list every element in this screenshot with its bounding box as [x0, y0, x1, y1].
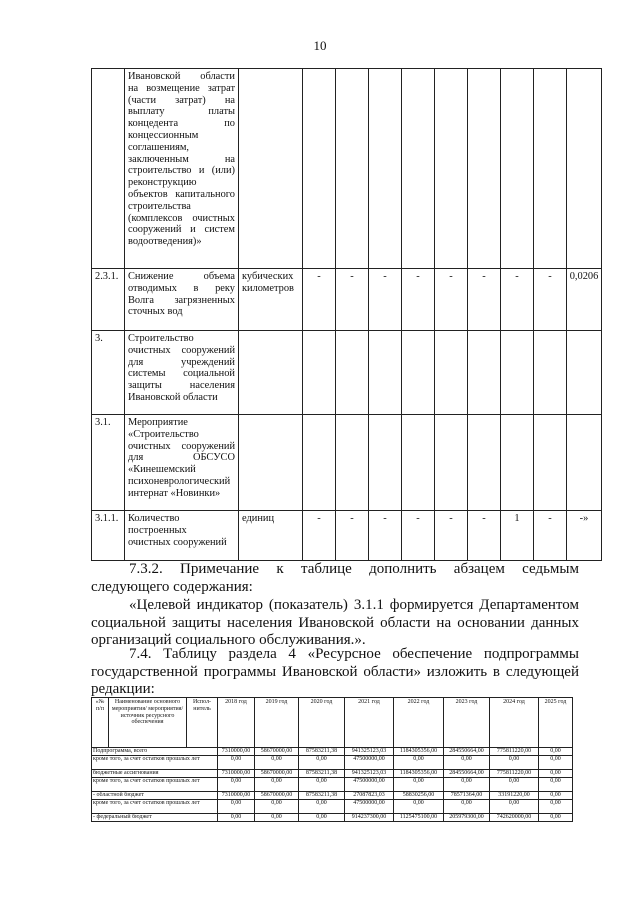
indicator-value — [435, 415, 468, 511]
cell-value: 0,00 — [394, 756, 444, 770]
cell-value: 0,00 — [539, 814, 573, 822]
indicator-value — [336, 415, 369, 511]
cell-value: 0,00 — [539, 800, 573, 814]
indicator-value — [336, 69, 369, 269]
cell-value: 47500000,00 — [345, 756, 394, 770]
unit-line: километров — [242, 282, 294, 294]
indicator-value: - — [501, 269, 534, 331]
description-line: соглашениям, — [128, 141, 190, 153]
description-line: Количество — [128, 513, 180, 524]
indicator-value: - — [468, 511, 501, 561]
description-line: отводимых в реку — [128, 282, 235, 294]
indicator-value — [303, 69, 336, 269]
column-header: 2021 год — [345, 698, 394, 748]
description-line: очистных сооружений — [128, 536, 227, 548]
indicator-value: - — [402, 269, 435, 331]
table-row — [92, 800, 573, 814]
cell-value: 1184305356,00 — [394, 770, 444, 778]
indicator-value — [435, 69, 468, 269]
row-label: - областной бюджет — [92, 792, 218, 800]
row-unit — [239, 511, 303, 561]
indicator-value — [567, 69, 602, 269]
indicator-row — [92, 511, 602, 561]
cell-value: 914237300,00 — [345, 814, 394, 822]
indicator-value — [534, 415, 567, 511]
row-description — [125, 69, 239, 269]
cell-value: 0,00 — [444, 778, 490, 792]
description-line: (комплексов очистных — [128, 212, 235, 224]
description-line: концедента по — [128, 118, 235, 130]
cell-value: 1125475100,00 — [394, 814, 444, 822]
indicator-value — [567, 331, 602, 415]
description-line: очистных сооружений — [128, 440, 235, 452]
indicator-value: - — [435, 511, 468, 561]
description-line: «Строительство — [128, 428, 199, 440]
indicator-value: 1 — [501, 511, 534, 561]
cell-value: 0,00 — [539, 778, 573, 792]
cell-value: 58670000,00 — [255, 770, 299, 778]
paragraph-7-3-2: 7.3.2. Примечание к таблице дополнить абзацем седьмым следующего содержания: — [91, 561, 579, 595]
indicator-value — [303, 415, 336, 511]
cell-value: 58830256,00 — [394, 792, 444, 800]
column-header: 2023 год — [444, 698, 490, 748]
paragraph-quote: «Целевой индикатор (показатель) 3.1.1 формируется Департаментом социальной защиты населения Ивановской области на основании данных организаций социального обслуживания.». — [91, 597, 579, 648]
description-line: «Кинешемский — [128, 464, 196, 476]
table-row — [92, 792, 573, 800]
indicator-value: - — [303, 269, 336, 331]
description-line: объектов капитального — [128, 188, 235, 200]
indicator-value — [369, 415, 402, 511]
cell-value: 0,00 — [218, 778, 255, 792]
cell-value: 0,00 — [218, 814, 255, 822]
description-line: психоневрологический — [128, 475, 231, 487]
cell-value: 0,00 — [299, 756, 345, 770]
column-header: Испол-нитель — [187, 698, 218, 748]
indicator-value — [402, 415, 435, 511]
table-header-row — [92, 698, 573, 748]
cell-value: 0,00 — [394, 800, 444, 814]
description-line: интернат «Новинки» — [128, 487, 221, 499]
indicator-value — [567, 415, 602, 511]
row-number: 3.1. — [92, 415, 125, 511]
row-description — [125, 269, 239, 331]
cell-value: 7310000,00 — [218, 792, 255, 800]
indicator-value — [336, 331, 369, 415]
resource-provision-table — [91, 697, 573, 822]
row-label: бюджетные ассигнования — [92, 770, 218, 778]
cell-value: 87583211,38 — [299, 792, 345, 800]
table-row — [92, 778, 573, 792]
indicator-row — [92, 69, 602, 269]
cell-value: 58670000,00 — [255, 792, 299, 800]
description-line: строительства — [128, 200, 191, 212]
row-label: Подпрограмма, всего — [92, 748, 218, 756]
cell-value: 0,00 — [299, 778, 345, 792]
description-line: Мероприятие — [128, 417, 188, 428]
indicator-value — [501, 415, 534, 511]
cell-value: 284550664,00 — [444, 748, 490, 756]
row-label: кроме того, за счет остатков прошлых лет — [92, 778, 218, 792]
cell-value: 0,00 — [394, 778, 444, 792]
unit-line: кубических — [242, 271, 294, 282]
description-line: заключенным на — [128, 153, 235, 165]
row-unit — [239, 415, 303, 511]
description-line: (части затрат) на — [128, 94, 235, 106]
cell-value: 742620000,00 — [490, 814, 539, 822]
indicator-value: - — [435, 269, 468, 331]
cell-value: 0,00 — [444, 800, 490, 814]
description-line: Ивановской области — [128, 391, 218, 403]
cell-value: 941325123,03 — [345, 770, 394, 778]
indicator-value — [468, 415, 501, 511]
indicator-value: -» — [567, 511, 602, 561]
description-line: на возмещение затрат — [128, 82, 235, 94]
cell-value: 0,00 — [299, 800, 345, 814]
indicator-value — [303, 331, 336, 415]
cell-value: 0,00 — [255, 756, 299, 770]
indicator-value: 0,0206 — [567, 269, 602, 331]
column-header: Наименование основного мероприятия/ мероприятия/ источник ресурсного обеспечения — [109, 698, 187, 748]
table-row — [92, 814, 573, 822]
cell-value: 0,00 — [299, 814, 345, 822]
cell-value: 0,00 — [539, 756, 573, 770]
row-unit — [239, 69, 303, 269]
cell-value: 33191220,00 — [490, 792, 539, 800]
description-line: Снижение объема — [128, 271, 235, 282]
indicator-value — [402, 331, 435, 415]
row-unit — [239, 269, 303, 331]
unit-line: единиц — [242, 513, 275, 524]
row-number: 3. — [92, 331, 125, 415]
cell-value: 0,00 — [255, 778, 299, 792]
description-line: для учреждений — [128, 356, 235, 368]
indicator-value: - — [303, 511, 336, 561]
indicator-value: - — [534, 269, 567, 331]
description-line: выплату платы — [128, 106, 235, 118]
description-line: очистных сооружений — [128, 344, 235, 356]
cell-value: 47500000,00 — [345, 800, 394, 814]
description-line: защиты населения — [128, 380, 235, 392]
cell-value: 0,00 — [539, 770, 573, 778]
cell-value: 0,00 — [218, 800, 255, 814]
cell-value: 47500000,00 — [345, 778, 394, 792]
cell-value: 87583211,38 — [299, 748, 345, 756]
description-line: для ОБСУСО — [128, 452, 235, 464]
indicator-value — [369, 69, 402, 269]
indicator-value — [501, 69, 534, 269]
indicator-value: - — [336, 511, 369, 561]
description-line: концессионным — [128, 129, 199, 141]
description-line: реконструкцию — [128, 177, 197, 189]
cell-value: 205979300,00 — [444, 814, 490, 822]
cell-value: 87583211,38 — [299, 770, 345, 778]
row-description — [125, 415, 239, 511]
column-header: 2020 год — [299, 698, 345, 748]
cell-value: 0,00 — [490, 756, 539, 770]
column-header: 2018 год — [218, 698, 255, 748]
indicator-value — [369, 331, 402, 415]
indicator-value: - — [534, 511, 567, 561]
indicator-value: - — [336, 269, 369, 331]
indicator-value — [534, 331, 567, 415]
description-line: сооружений и систем — [128, 224, 235, 236]
row-unit — [239, 331, 303, 415]
indicator-row — [92, 331, 602, 415]
description-line: строительство и (или) — [128, 165, 235, 177]
indicator-value: - — [369, 511, 402, 561]
cell-value: 284550664,00 — [444, 770, 490, 778]
cell-value: 0,00 — [444, 756, 490, 770]
indicator-row — [92, 269, 602, 331]
cell-value: 941325123,03 — [345, 748, 394, 756]
table-row — [92, 770, 573, 778]
cell-value: 27087823,03 — [345, 792, 394, 800]
table-row — [92, 756, 573, 770]
description-line: сточных вод — [128, 306, 183, 318]
description-line: системы социальной — [128, 368, 235, 380]
cell-value: 0,00 — [255, 800, 299, 814]
column-header: 2025 год — [539, 698, 573, 748]
column-header: 2019 год — [255, 698, 299, 748]
row-number: 3.1.1. — [92, 511, 125, 561]
row-number — [92, 69, 125, 269]
cell-value: 7310000,00 — [218, 770, 255, 778]
description-line: Ивановской области — [128, 71, 235, 82]
description-line: Волга загрязненных — [128, 294, 235, 306]
row-label: кроме того, за счет остатков прошлых лет — [92, 800, 218, 814]
row-description — [125, 331, 239, 415]
description-line: водоотведения)» — [128, 236, 202, 248]
row-description — [125, 511, 239, 561]
target-indicators-table — [91, 68, 602, 561]
indicator-value — [534, 69, 567, 269]
row-label: - федеральный бюджет — [92, 814, 218, 822]
cell-value: 1184305356,00 — [394, 748, 444, 756]
row-number: 2.3.1. — [92, 269, 125, 331]
indicator-value — [402, 69, 435, 269]
indicator-value: - — [468, 269, 501, 331]
cell-value: 0,00 — [490, 800, 539, 814]
cell-value: 775811220,00 — [490, 770, 539, 778]
column-header: 2024 год — [490, 698, 539, 748]
cell-value: 78571364,00 — [444, 792, 490, 800]
indicator-value — [501, 331, 534, 415]
indicator-value — [435, 331, 468, 415]
description-line: построенных — [128, 524, 187, 536]
table-row — [92, 748, 573, 756]
paragraph-7-4: 7.4. Таблицу раздела 4 «Ресурсное обеспечение подпрограммы государственной программы Ивановской области» изложить в следующей редакции: — [91, 646, 579, 697]
column-header: 2022 год — [394, 698, 444, 748]
indicator-value: - — [369, 269, 402, 331]
indicator-row — [92, 415, 602, 511]
indicator-value — [468, 331, 501, 415]
cell-value: 58670000,00 — [255, 748, 299, 756]
cell-value: 775811220,00 — [490, 748, 539, 756]
column-header: «№ п/п — [92, 698, 109, 748]
indicator-value — [468, 69, 501, 269]
cell-value: 0,00 — [218, 756, 255, 770]
page-number: 10 — [313, 38, 327, 53]
indicator-value: - — [402, 511, 435, 561]
cell-value: 0,00 — [539, 792, 573, 800]
cell-value: 0,00 — [490, 778, 539, 792]
cell-value: 0,00 — [539, 748, 573, 756]
description-line: Строительство — [128, 333, 194, 344]
row-label: кроме того, за счет остатков прошлых лет — [92, 756, 218, 770]
cell-value: 0,00 — [255, 814, 299, 822]
cell-value: 7310000,00 — [218, 748, 255, 756]
